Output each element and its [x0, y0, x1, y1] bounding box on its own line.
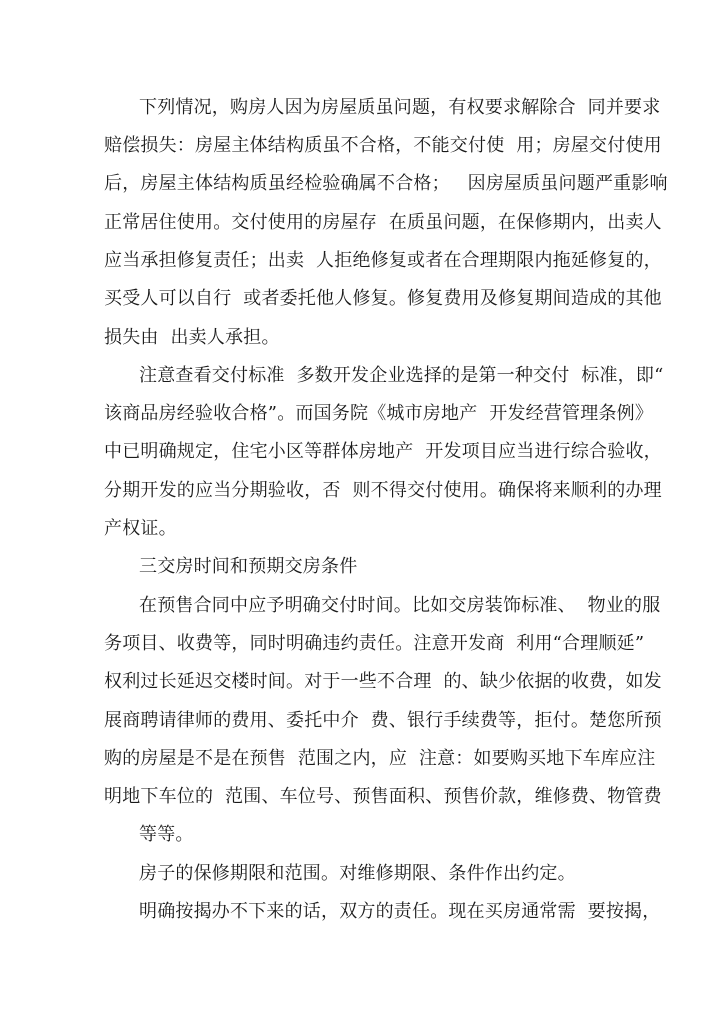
paragraph-5-line-1: 房子的保修期限和范围。对维修期限、条件作出约定。 — [139, 863, 576, 884]
paragraph-2-line-5: 产权证。 — [104, 518, 177, 539]
paragraph-1-line-5: 应当承担修复责任；出卖 人拒绝修复或者在合理期限内拖延修复的， — [104, 250, 662, 271]
paragraph-4-line-7: 等等。 — [139, 824, 194, 845]
paragraph-1-line-7: 损失由 出卖人承担。 — [104, 327, 280, 348]
paragraph-2-line-2: 该商品房经验收合格”。而国务院《城市房地产 开发经营管理条例》 — [104, 403, 654, 424]
paragraph-2-line-1: 注意查看交付标准 多数开发企业选择的是第一种交付 标准，即“ — [139, 365, 664, 386]
paragraph-4-line-6: 明地下车位的 范围、车位号、预售面积、预售价款，维修费、物管费 — [104, 786, 662, 807]
paragraph-2-line-4: 分期开发的应当分期验收，否 则不得交付使用。确保将来顺利的办理 — [104, 480, 662, 501]
paragraph-4-line-3: 权利过长延迟交楼时间。对于一些不合理 的、缺少依据的收费，如发 — [104, 671, 662, 692]
section-heading: 三交房时间和预期交房条件 — [139, 556, 358, 577]
paragraph-1-line-1: 下列情况，购房人因为房屋质虽问题，有权要求解除合 同并要求 — [139, 97, 661, 118]
paragraph-4-line-5: 购的房屋是不是在预售 范围之内，应 注意：如要购买地下车库应注 — [104, 748, 656, 769]
paragraph-4-line-2: 务项目、收费等，同时明确违约责任。注意开发商 利用“合理顺延” — [104, 633, 645, 654]
paragraph-1-line-6: 买受人可以自行 或者委托他人修复。修复费用及修复期间造成的其他 — [104, 288, 662, 309]
paragraph-4-line-1: 在预售合同中应予明确交付时间。比如交房装饰标准、 物业的服 — [139, 595, 661, 616]
paragraph-4-line-4: 展商聘请律师的费用、委托中介 费、银行手续费等，拒付。楚您所预 — [104, 710, 662, 731]
paragraph-1-line-2: 赔偿损失：房屋主体结构质虽不合格，不能交付使 用；房屋交付使用 — [104, 135, 662, 156]
paragraph-2-line-3: 中已明确规定，住宅小区等群体房地产 开发项目应当进行综合验收， — [104, 441, 662, 462]
paragraph-1-line-3: 后，房屋主体结构质虽经检验确属不合格； 因房屋质虽问题严重影响 — [104, 173, 668, 194]
paragraph-1-line-4: 正常居住使用。交付使用的房屋存 在质虽问题，在保修期内，出卖人 — [104, 212, 662, 233]
paragraph-6-line-1: 明确按揭办不下来的话，双方的责任。现在买房通常需 要按揭， — [139, 901, 661, 922]
